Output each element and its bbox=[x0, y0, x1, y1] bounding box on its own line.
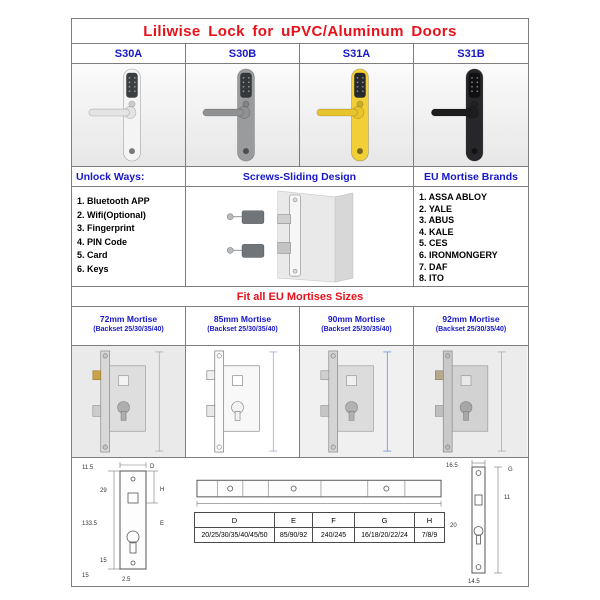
list-item: 5. CES bbox=[419, 238, 448, 249]
mortise-size-label: 90mm Mortise bbox=[327, 314, 386, 324]
mortise-title-85mm bbox=[186, 307, 300, 345]
dim-value-d: 20/25/30/35/40/45/50 bbox=[195, 528, 275, 543]
model-name-s31b: S31B bbox=[457, 47, 485, 60]
dimension-label: 2.5 bbox=[122, 577, 131, 583]
dim-value-g: 16/18/20/22/24 bbox=[355, 528, 415, 543]
section-content-row bbox=[72, 187, 528, 287]
mortise-title-92mm bbox=[414, 307, 528, 345]
dim-header-g: G bbox=[355, 513, 415, 528]
list-item: 2. YALE bbox=[419, 203, 453, 214]
list-item: 8. ITO bbox=[419, 273, 444, 284]
side-view-drawing bbox=[196, 474, 442, 508]
dimension-label: 14.5 bbox=[468, 579, 480, 585]
dimension-label: 15 bbox=[82, 573, 89, 579]
mortise-titles-row bbox=[72, 307, 528, 346]
dim-header-h: H bbox=[415, 513, 445, 528]
fit-banner-text: Fit all EU Mortises Sizes bbox=[236, 290, 364, 303]
list-item: 7. DAF bbox=[419, 261, 448, 272]
dimension-label: 29 bbox=[100, 488, 107, 494]
dimension-label: 16.5 bbox=[446, 463, 458, 469]
backset-label: (Backset 25/30/35/40) bbox=[207, 326, 278, 333]
smart-handle-illustration bbox=[300, 64, 413, 166]
backset-label: (Backset 25/30/35/40) bbox=[93, 326, 164, 333]
mortise-title-72mm bbox=[72, 307, 186, 345]
mortise-image-90mm bbox=[300, 346, 414, 457]
list-item: 2. Wifi(Optional) bbox=[77, 209, 146, 220]
eu-mortise-brands-list bbox=[414, 187, 528, 286]
smart-handle-illustration bbox=[186, 64, 299, 166]
dimension-label: 11 bbox=[504, 495, 511, 501]
screws-sliding-illustration bbox=[186, 187, 413, 286]
list-item: 4. PIN Code bbox=[77, 236, 128, 247]
list-item: 6. Keys bbox=[77, 263, 109, 274]
model-name-s31a: S31A bbox=[300, 44, 414, 63]
dimension-label: H bbox=[160, 487, 165, 493]
eu-mortise-brands-heading: EU Mortise Brands bbox=[424, 170, 518, 183]
mortise-lock-illustration bbox=[300, 346, 413, 457]
product-images-row bbox=[72, 64, 528, 167]
list-item: 1. Bluetooth APP bbox=[77, 196, 150, 206]
dimensions-table bbox=[194, 512, 445, 543]
page-title: Liliwise Lock for uPVC/Aluminum Doors bbox=[143, 22, 457, 40]
title-row bbox=[72, 19, 528, 44]
dimension-label: G bbox=[508, 467, 513, 473]
mortise-images-row bbox=[72, 346, 528, 458]
mortise-size-label: 92mm Mortise bbox=[442, 314, 500, 324]
front-view-drawing bbox=[80, 459, 192, 585]
dimension-label: 15 bbox=[100, 558, 107, 564]
smart-handle-illustration bbox=[72, 64, 185, 166]
unlock-ways-heading: Unlock Ways: bbox=[72, 167, 186, 186]
dimension-label: 133.5 bbox=[82, 521, 98, 527]
fit-banner-row bbox=[72, 287, 528, 307]
backset-label: (Backset 25/30/35/40) bbox=[435, 326, 507, 333]
list-item: 4. KALE bbox=[419, 226, 454, 237]
dimension-label: 11.5 bbox=[82, 465, 94, 471]
product-image-s30a bbox=[72, 64, 186, 166]
dim-value-e: 85/90/92 bbox=[275, 528, 313, 543]
mortise-image-72mm bbox=[72, 346, 186, 457]
mortise-image-92mm bbox=[414, 346, 528, 457]
dimension-label: 20 bbox=[450, 523, 457, 529]
unlock-ways-list bbox=[72, 187, 186, 286]
section-headers-row bbox=[72, 167, 528, 187]
mortise-image-85mm bbox=[186, 346, 300, 457]
technical-drawings-row bbox=[72, 458, 528, 586]
dim-header-f: F bbox=[313, 513, 355, 528]
screws-sliding-image bbox=[186, 187, 414, 286]
dimensions-values-row bbox=[195, 528, 445, 543]
list-item: 5. Card bbox=[77, 250, 108, 260]
dimension-label: D bbox=[150, 464, 155, 470]
model-name-s30b: S30B bbox=[186, 44, 300, 63]
dim-value-h: 7/8/9 bbox=[415, 528, 445, 543]
spec-sheet bbox=[71, 18, 529, 587]
dimensions-header-row bbox=[195, 513, 445, 528]
smart-handle-illustration bbox=[414, 64, 528, 166]
dim-header-e: E bbox=[275, 513, 313, 528]
list-item: 3. Fingerprint bbox=[77, 223, 135, 233]
mortise-size-label: 72mm Mortise bbox=[99, 314, 158, 324]
dim-header-d: D bbox=[195, 513, 275, 528]
dimension-label: E bbox=[160, 521, 165, 527]
model-names-row bbox=[72, 44, 528, 64]
mortise-size-label: 85mm Mortise bbox=[213, 314, 272, 324]
product-image-s31a bbox=[300, 64, 414, 166]
product-image-s30b bbox=[186, 64, 300, 166]
list-item: 3. ABUS bbox=[419, 215, 455, 226]
mortise-lock-illustration bbox=[414, 346, 528, 457]
product-image-s31b bbox=[414, 64, 528, 166]
faceplate-view-drawing bbox=[440, 459, 522, 585]
model-name-s30a: S30A bbox=[72, 44, 186, 63]
list-item: 1. ASSA ABLOY bbox=[419, 192, 488, 202]
mortise-title-90mm bbox=[300, 307, 414, 345]
screws-sliding-heading: Screws-Sliding Design bbox=[186, 167, 414, 186]
mortise-lock-illustration bbox=[186, 346, 299, 457]
backset-label: (Backset 25/30/35/40) bbox=[321, 326, 392, 333]
mortise-lock-illustration bbox=[72, 346, 185, 457]
list-item: 6. IRONMONGERY bbox=[419, 249, 498, 260]
dim-value-f: 240/245 bbox=[313, 528, 355, 543]
